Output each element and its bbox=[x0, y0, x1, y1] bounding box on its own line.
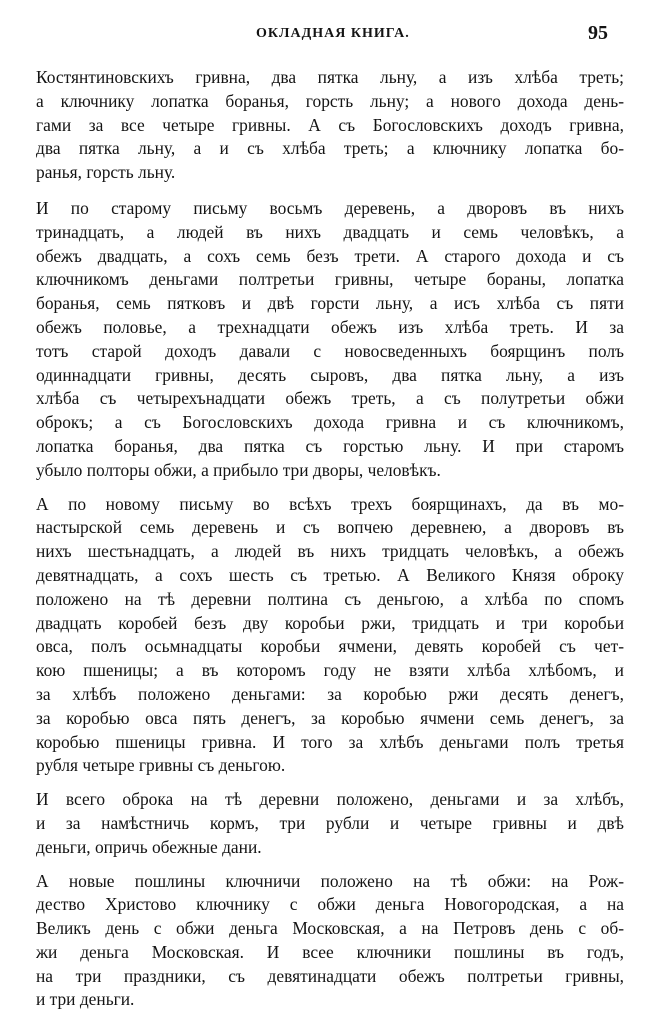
text-line: а ключнику лопатка боранья, горсть льну; а нового дохода день- bbox=[36, 90, 624, 111]
text-line: жи деньга Московская. И всее ключники пошлины въ годъ, bbox=[36, 941, 624, 962]
paragraph-2 bbox=[36, 197, 624, 483]
paragraph-3 bbox=[36, 493, 624, 779]
text-line: гами за все четыре гривны. А съ Богословскихъ доходъ гривна, bbox=[36, 114, 624, 135]
text-line: И всего оброка на тѣ деревни положено, деньгами и за хлѣбъ, bbox=[36, 789, 624, 810]
text-line: за коробью овса пять денегъ, за коробью ячмени семь денегъ, за bbox=[36, 707, 624, 728]
text-line: Костянтиновскихъ гривна, два пятка льну, а изъ хлѣба треть; bbox=[36, 67, 624, 87]
text-line: тотъ старой доходъ давали с новосведенныхъ боярщинъ полъ bbox=[36, 340, 624, 361]
text-line: двадцать коробей безъ дву коробьи ржи, тридцать и три коробьи bbox=[36, 612, 624, 633]
text-line: одиннадцати гривны, десять сыровъ, два пятка льну, а изъ bbox=[36, 364, 624, 385]
paragraph-4 bbox=[36, 788, 624, 859]
text-line: А новые пошлины ключничи положено на тѣ обжи: на Рож- bbox=[36, 870, 624, 891]
text-line: боранья, семь пятковъ и двѣ горсти льну, а исъ хлѣба съ пяти bbox=[36, 293, 624, 314]
text-line: овса, полъ осьмнадцаты коробьи ячмени, девять коробей съ чет- bbox=[36, 636, 624, 657]
text-line: И по старому письму восьмъ деревень, а дворовъ въ нихъ bbox=[36, 197, 624, 218]
text-line: рубля четыре гривны съ деньгою. bbox=[36, 755, 286, 776]
page-number: 95 bbox=[588, 22, 608, 44]
text-line: хлѣба съ четырехънадцати обежъ треть, а съ полутретьи обжи bbox=[36, 388, 624, 409]
text-line: убыло полторы обжи, а прибыло три дворы, человѣкъ. bbox=[36, 459, 441, 480]
text-line: девятнадцать, а сохъ шесть съ третью. А Великого Князя оброку bbox=[36, 564, 624, 585]
text-line: ключникомъ деньгами полтретьи гривны, четыре бораны, лопатка bbox=[36, 269, 624, 290]
text-line: оброкъ; а съ Богословскихъ дохода гривна и съ ключникомъ, bbox=[36, 412, 624, 433]
text-line: и три деньги. bbox=[36, 989, 135, 1010]
text-line: на три праздники, съ девятинадцати обежъ полтретьи гривны, bbox=[36, 965, 624, 986]
text-line: А по новому письму во всѣхъ трехъ боярщинахъ, да въ мо- bbox=[36, 493, 624, 514]
text-line: кою пшеницы; а въ которомъ году не взяти хлѣба хлѣбомъ, и bbox=[36, 660, 624, 681]
text-line: нихъ шестьнадцать, а людей въ нихъ тридцать человѣкъ, а обежъ bbox=[36, 541, 624, 562]
text-line: Великъ день с обжи деньга Московская, а на Петровъ день с об- bbox=[36, 918, 624, 939]
text-line: лопатка боранья, два пятка съ горстью льну. И при старомъ bbox=[36, 435, 624, 456]
paragraph-5 bbox=[36, 870, 624, 1013]
paragraph-1 bbox=[36, 66, 624, 185]
text-line: два пятка льну, а и съ хлѣба треть; а ключнику лопатка бо- bbox=[36, 138, 624, 159]
text-line: ранья, горсть льну. bbox=[36, 162, 176, 183]
text-line: положено на тѣ деревни полтина съ деньгою, а хлѣба по спомъ bbox=[36, 588, 624, 609]
text-line: деньги, опричь обежные дани. bbox=[36, 836, 262, 857]
text-line: дество Христово ключнику с обжи деньга Новогородская, а на bbox=[36, 894, 624, 915]
text-line: за хлѣбъ положено деньгами: за коробью ржи десять денегъ, bbox=[36, 683, 624, 704]
page-body bbox=[36, 66, 624, 1012]
text-line: настырской семь деревень и съ вопчею деревнею, а дворовъ въ bbox=[36, 517, 624, 538]
running-title: ОКЛАДНАЯ КНИГА. bbox=[256, 26, 410, 41]
text-line: коробью пшеницы гривна. И того за хлѣбъ деньгами полъ третья bbox=[36, 731, 624, 752]
text-line: обежъ двадцать, а сохъ семь безъ трети. А старого дохода и съ bbox=[36, 245, 624, 266]
text-line: обежъ половье, а трехнадцати обежъ изъ хлѣба треть. И за bbox=[36, 316, 624, 337]
text-line: тринадцать, а людей въ нихъ двадцать и семь человѣкъ, а bbox=[36, 221, 624, 242]
text-line: и за намѣстничь кормъ, три рубли и четыре гривны и двѣ bbox=[36, 812, 624, 833]
